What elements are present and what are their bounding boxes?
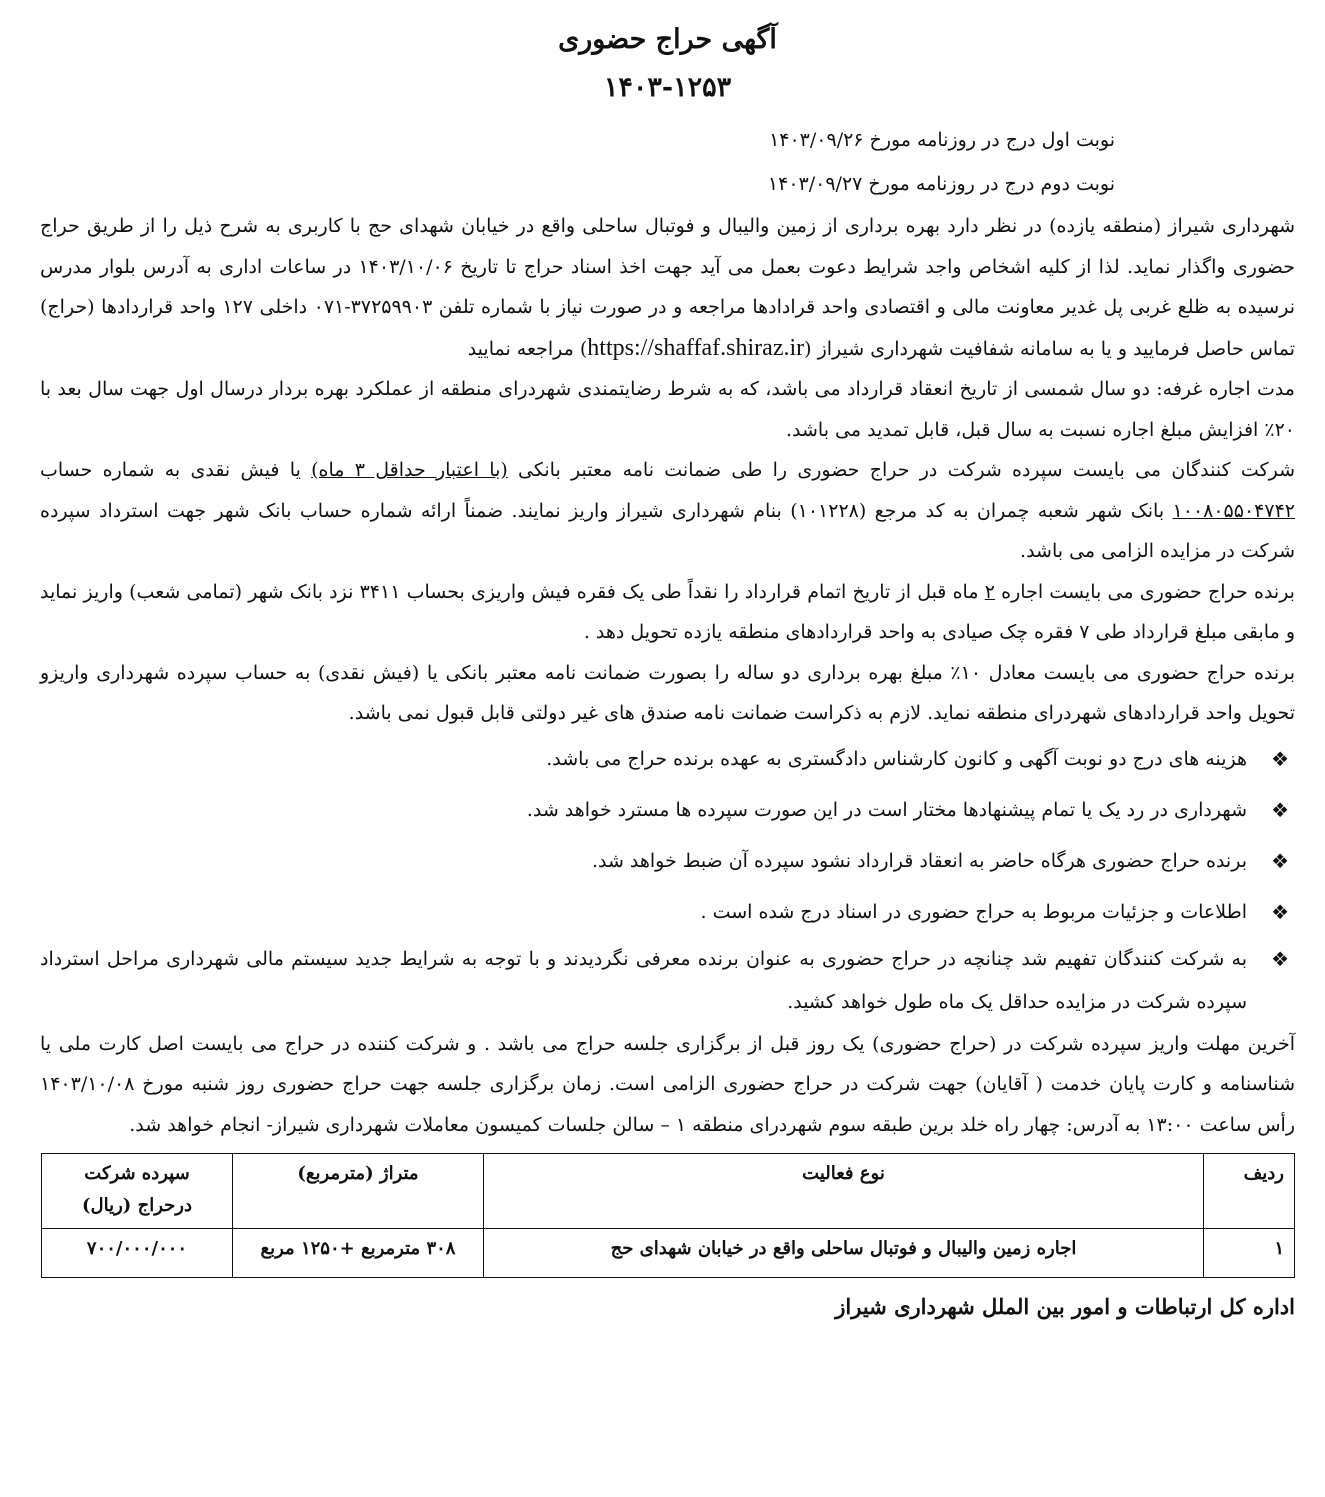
- list-item: [40, 938, 1295, 1024]
- table-row: [42, 1229, 1295, 1278]
- deposit-text-a: شرکت کنندگان می بایست سپرده شرکت در حراج حضوری را طی ضمانت نامه معتبر بانکی: [507, 459, 1295, 481]
- second-publication: نوبت دوم درج در روزنامه مورخ ۱۴۰۳/۰۹/۲۷: [767, 173, 1115, 195]
- deposit-validity: (با اعتبار حداقل ۳ ماه): [311, 459, 508, 481]
- auction-table: [41, 1153, 1295, 1278]
- diamond-bullet-icon: ❖: [1271, 797, 1289, 822]
- first-publication: نوبت اول درج در روزنامه مورخ ۱۴۰۳/۰۹/۲۶: [769, 129, 1115, 151]
- header-deposit-line1: سپرده شرکت: [84, 1163, 190, 1184]
- list-item: [40, 785, 1295, 836]
- intro-paragraph: [40, 206, 1295, 369]
- guarantee-paragraph: برنده حراج حضوری می بایست معادل ۱۰٪ مبلغ بهره برداری دو ساله را بصورت ضمانت نامه معتبر بانکی یا (فیش نقدی) به حساب سپرده شهرداری واریزو تحویل واحد قراردادهای شهردرای منطقه نماید. لازم به ذکراست ضمانت نامه صندق های غیر دولتی قابل قبول نمی باشد.: [40, 661, 1295, 724]
- header-deposit-line2: درحراج (ریال): [82, 1195, 192, 1216]
- deposit-text-b: یا فیش نقدی به شماره حساب: [40, 459, 312, 481]
- transparency-link[interactable]: https://shaffaf.shiraz.ir: [587, 334, 805, 361]
- list-item-text: اطلاعات و جزئیات مربوط به حراج حضوری در اسناد درج شده است .: [700, 900, 1247, 923]
- lease-paragraph: مدت اجاره غرفه: دو سال شمسی از تاریخ انعقاد قرارداد می باشد، که به شرط رضایتمندی شهردرای منطقه از عملکرد بهره بردار درسال اول جهت سال بعد با ۲۰٪ افزایش مبلغ اجاره نسبت به سال قبل، قابل تمدید می باشد.: [40, 378, 1295, 441]
- winner-text-a: برنده حراج حضوری می بایست اجاره: [994, 580, 1295, 603]
- header-area: متراژ (مترمربع): [233, 1154, 484, 1229]
- winner-months: ۲: [984, 580, 995, 603]
- cell-activity: اجاره زمین والیبال و فوتبال ساحلی واقع در خیابان شهدای حج: [484, 1229, 1204, 1278]
- header-activity: نوع فعالیت: [484, 1154, 1204, 1229]
- deposit-paragraph: [40, 450, 1295, 572]
- notice-title: آگهی حراج حضوری: [558, 24, 777, 55]
- list-item-text: هزینه های درج دو نوبت آگهی و کانون کارشناس دادگستری به عهده برنده حراج می باشد.: [546, 747, 1247, 770]
- notice-number: ۱۴۰۳-۱۲۵۳: [603, 72, 732, 103]
- header-row-number: ردیف: [1204, 1154, 1295, 1229]
- deposit-text-c: بانک شهر شعبه چمران به کد مرجع (۱۰۱۲۲۸) بنام شهرداری شیراز واریز نمایند. ضمناً ارائه شماره حساب بانک شهر جهت استرداد سپرده شرکت در مزایده الزامی می باشد.: [40, 499, 1295, 562]
- header-deposit: [42, 1154, 233, 1229]
- list-item: [40, 734, 1295, 785]
- winner-paragraph: [40, 572, 1295, 653]
- list-item-text: به شرکت کنندگان تفهیم شد چنانچه در حراج حضوری به عنوان برنده معرفی نگردیدند و با توجه به شرایط جدید سیستم مالی شهرداری مراحل استرداد سپرده شرکت در مزایده حداقل یک ماه طول خواهد کشید.: [40, 947, 1247, 1013]
- list-item-text: برنده حراج حضوری هرگاه حاضر به انعقاد قرارداد نشود سپرده آن ضبط خواهد شد.: [591, 849, 1247, 872]
- diamond-bullet-icon: ❖: [1271, 848, 1289, 873]
- diamond-bullet-icon: ❖: [1271, 746, 1289, 771]
- cell-deposit: ۷۰۰/۰۰۰/۰۰۰: [42, 1229, 233, 1278]
- diamond-bullet-icon: ❖: [1271, 946, 1289, 971]
- conditions-list: [40, 734, 1295, 1024]
- deadline-paragraph: آخرین مهلت واریز سپرده شرکت در (حراج حضوری) یک روز قبل از برگزاری جلسه حراج می باشد . و شرکت کننده در حراج می بایست اصل کارت ملی یا شناسنامه و کارت پایان خدمت ( آقایان) جهت شرکت در حراج حضوری الزامی است. زمان برگزاری جلسه جهت حراج حضوری روز شنبه مورخ ۱۴۰۳/۱۰/۰۸ رأس ساعت ۱۳:۰۰ به آدرس: چهار راه خلد برین طبقه سوم شهردرای منطقه ۱ – سالن جلسات کمیسون معاملات شهرداری شیراز- انجام خواهد شد.: [40, 1032, 1295, 1136]
- table-header-row: [42, 1154, 1295, 1229]
- account-number: ۱۰۰۸۰۵۵۰۴۷۴۲: [1172, 499, 1295, 522]
- cell-area: ۳۰۸ مترمربع +۱۲۵۰ مربع: [233, 1229, 484, 1278]
- cell-row-number: ۱: [1204, 1229, 1295, 1278]
- issuer-footer: اداره کل ارتباطات و امور بین الملل شهرداری شیراز: [835, 1294, 1295, 1319]
- list-item-text: شهرداری در رد یک یا تمام پیشنهادها مختار است در این صورت سپرده ها مسترد خواهد شد.: [526, 798, 1247, 821]
- list-item: [40, 836, 1295, 887]
- winner-text-b: ماه قبل از تاریخ اتمام قرارداد را نقداً طی یک فقره فیش واریزی بحساب ۳۴۱۱ نزد بانک شهر (تمامی شعب) واریز نماید و مابقی مبلغ قرارداد طی ۷ فقره چک صیادی به واحد قراردادهای منطقه یازده تحویل دهد .: [40, 580, 1295, 643]
- notice-page: [40, 20, 1295, 1322]
- diamond-bullet-icon: ❖: [1271, 899, 1289, 924]
- intro-end-text: ) مراجعه نمایید: [467, 337, 588, 360]
- list-item: [40, 887, 1295, 938]
- intro-text: شهرداری شیراز (منطقه یازده) در نظر دارد بهره برداری از زمین والیبال و فوتبال ساحلی واقع در خیابان شهدای حج با کاربری به شرح ذیل را از طریق حراج حضوری واگذار نماید. لذا از کلیه اشخاص واجد شرایط دعوت بعمل می آید جهت اخذ اسناد حراج تا تاریخ ۱۴۰۳/۱۰/۰۶ در ساعات اداری به آدرس بلوار مدرس نرسیده به ظلع غربی پل غدیر معاونت مالی و اقتصادی واحد قرادادها مراجعه و در صورت نیاز با شماره تلفن ۳۷۲۵۹۹۰۳-۰۷۱ داخلی ۱۲۷ واحد قراردادها (حراج) تماس حاصل فرمایید و یا به سامانه شفافیت شهرداری شیراز (: [40, 215, 1295, 360]
